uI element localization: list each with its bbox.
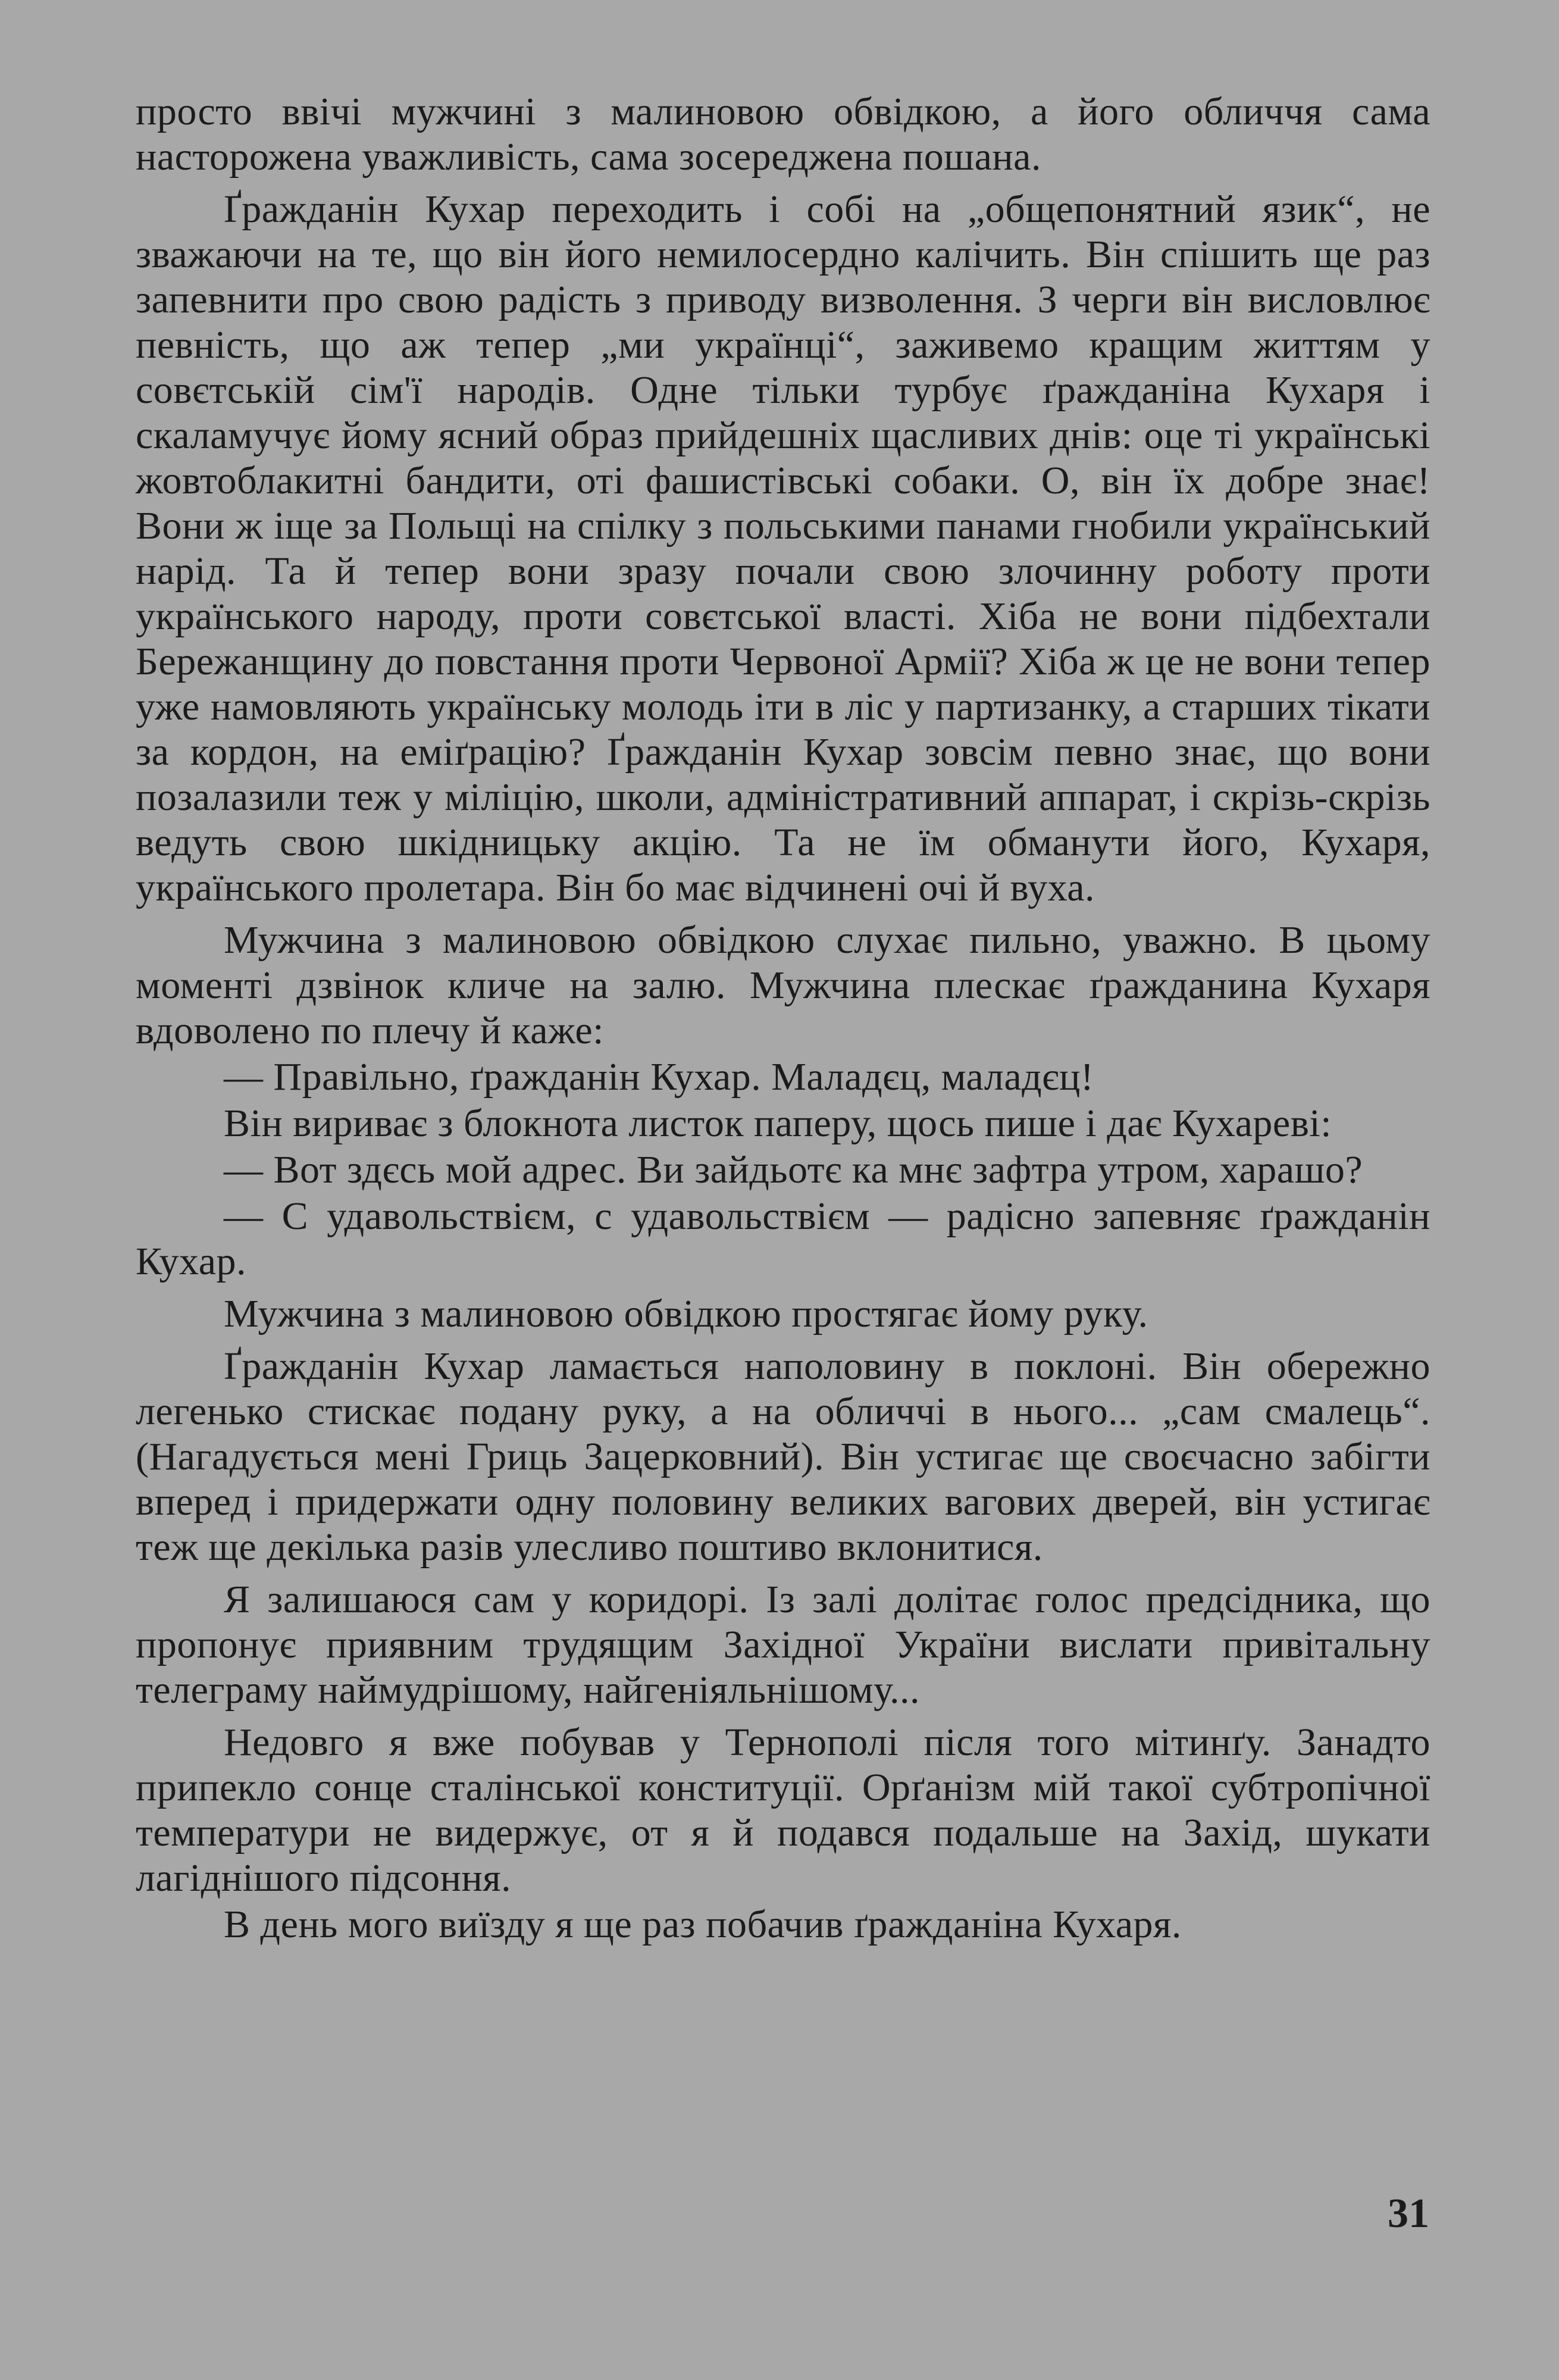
paragraph: В день мого виїзду я ще раз побачив ґражданіна Кухаря. (224, 1903, 1182, 1946)
paragraph: Ґражданін Кухар переходить і собі на „общепонятний язик“, не зважаючи на те, що він його немилосердно калічить. Він спішить ще раз запевнити про свою радість з приводу визволення. З черги він висловлює певність, що аж тепер „ми українці“, заживемо кращим життям у совєтській сім'ї народів. Одне тільки турбує ґражданіна Кухаря і скаламучує йому ясний образ прийдешніх щасливих днів: оце ті українські жовтоблакитні бандити, оті фашистівські собаки. О, він їх добре знає! Вони ж іще за Польщі на спілку з польськими панами гнобили український нарід. Та й тепер вони зразу почали свою злочинну роботу проти українського народу, проти совєтської власті. Хіба не вони підбехтали Бережанщину до повстання проти Червоної Армії? Хіба ж це не вони тепер уже намовляють українську молодь іти в ліс у партизанку, а старших тікати за кордон, на еміґрацію? Ґражданін Кухар зовсім певно знає, що вони позалазили теж у міліцію, школи, адміністративний аппарат, і скрізь-скрізь ведуть свою шкідницьку акцію. Та не їм обманути його, Кухаря, українського пролетара. Він бо має відчинені очі й вуха. (136, 187, 1430, 909)
dialogue-line: — Вот здєсь мой адрес. Ви зайдьотє ка мнє зафтра утром, харашо? (224, 1148, 1363, 1191)
dialogue-line: — С удавольствієм, с удавольствієм — радісно запевняє ґражданін Кухар. (136, 1194, 1430, 1283)
paragraph: просто ввічі мужчині з малиновою обвідкою, а його обличчя сама насторожена уважливість, сама зосереджена пошана. (136, 90, 1430, 179)
page-number: 31 (1388, 2191, 1429, 2237)
paragraph: Ґражданін Кухар ламається наполовину в поклоні. Він обережно легенько стискає подану руку, а на обличчі в нього... „сам смалець“. (Нагадується мені Гриць Зацерковний). Він устигає ще своєчасно забігти вперед і придержати одну половину великих вагових дверей, він устигає теж ще декілька разів улесливо поштиво вклонитися. (136, 1344, 1430, 1569)
paragraph: Я залишаюся сам у коридорі. Із залі долітає голос предсідника, що пропонує приявним трудящим Західної України вислати привітальну телеграму наймудрішому, найгеніяльнішому... (136, 1578, 1430, 1712)
paragraph: Мужчина з малиновою обвідкою слухає пильно, уважно. В цьому моменті дзвінок кличе на залю. Мужчина плескає ґражданина Кухаря вдоволено по плечу й каже: (136, 918, 1430, 1052)
paragraph: Він вириває з блокнота листок паперу, щось пише і дає Кухареві: (224, 1102, 1332, 1145)
page-body-text (136, 89, 1430, 1947)
paragraph: Мужчина з малиновою обвідкою простягає йому руку. (224, 1292, 1148, 1336)
dialogue-line: — Правільно, ґражданін Кухар. Маладєц, маладєц! (224, 1055, 1094, 1099)
paragraph: Недовго я вже побував у Тернополі після того мітинґу. Занадто припекло сонце сталінської конституції. Орґанізм мій такої субтропічної температури не видержує, от я й подався подальше на Захід, шукати лагіднішого підсоння. (136, 1721, 1430, 1900)
